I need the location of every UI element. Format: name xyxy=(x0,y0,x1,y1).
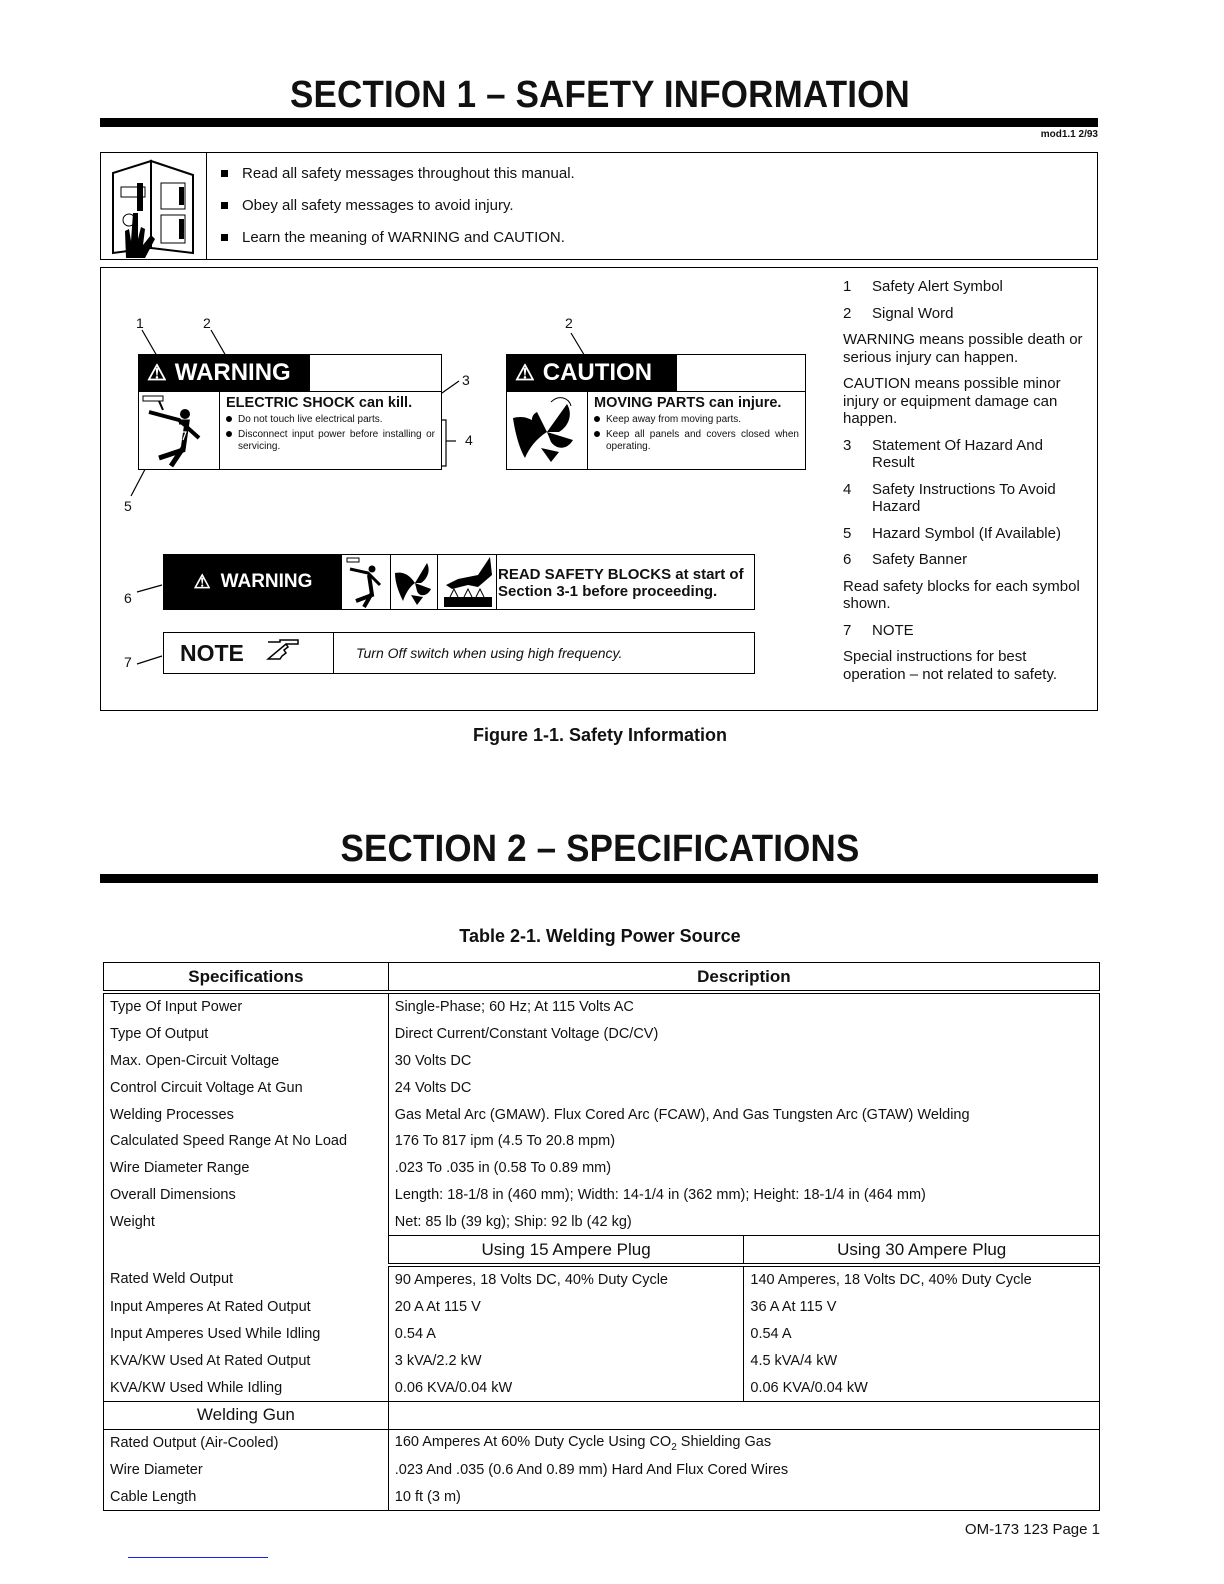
table-row xyxy=(104,1048,1100,1075)
gun-header-row xyxy=(104,1401,1100,1429)
table-cell: Welding Processes xyxy=(104,1101,389,1128)
table-cell: Rated Weld Output xyxy=(104,1265,389,1294)
safety-alert-icon: ⚠ xyxy=(193,571,211,593)
table-cell xyxy=(388,1401,1099,1429)
table-cell: Max. Open-Circuit Voltage xyxy=(104,1048,389,1075)
callout-5: 5 xyxy=(124,498,132,514)
warning-label xyxy=(138,354,442,470)
callout-1: 1 xyxy=(136,315,144,331)
intro-item: Learn the meaning of WARNING and CAUTION. xyxy=(221,229,575,261)
table-cell: Single-Phase; 60 Hz; At 115 Volts AC xyxy=(388,992,1099,1021)
column-header: Using 15 Ampere Plug xyxy=(388,1236,744,1265)
table-cell: Direct Current/Constant Voltage (DC/CV) xyxy=(388,1021,1099,1048)
figure-caption: Figure 1-1. Safety Information xyxy=(472,725,728,745)
legend-paragraph: Special instructions for best operation – not related to safety. xyxy=(843,648,1058,683)
table-cell: 0.06 KVA/0.04 kW xyxy=(388,1374,744,1401)
page-footer: OM-173 123 Page 1 xyxy=(964,1521,1100,1538)
legend-paragraph: WARNING means possible death or serious injury can happen. xyxy=(843,331,1083,366)
safety-alert-icon: ⚠ xyxy=(147,360,167,385)
table-row xyxy=(104,1182,1100,1209)
safety-instruction: Do not touch live electrical parts. xyxy=(226,414,435,426)
moving-parts-icon xyxy=(507,391,588,469)
table-cell: 0.54 A xyxy=(744,1321,1100,1348)
title-rule xyxy=(100,874,1098,883)
callout-2: 2 xyxy=(203,315,211,331)
table-cell: 140 Amperes, 18 Volts DC, 40% Duty Cycle xyxy=(744,1265,1100,1294)
module-reference: mod1.1 2/93 xyxy=(1040,129,1098,140)
table-cell: 10 ft (3 m) xyxy=(388,1483,1099,1510)
hot-parts-icon xyxy=(438,555,497,609)
note-label: NOTE xyxy=(180,639,244,666)
table-cell: KVA/KW Used At Rated Output xyxy=(104,1347,389,1374)
table-row xyxy=(104,1347,1100,1374)
table-cell: 20 A At 115 V xyxy=(388,1294,744,1321)
table-row xyxy=(104,1321,1100,1348)
signal-word-warning: ⚠ WARNING xyxy=(139,355,310,391)
table-caption: Table 2-1. Welding Power Source xyxy=(459,926,741,946)
banner-signal-word: ⚠ WARNING xyxy=(164,555,342,609)
safety-instruction: Disconnect input power before installing or servicing. xyxy=(226,429,435,453)
column-header: Specifications xyxy=(104,963,389,993)
table-cell: Type Of Input Power xyxy=(104,992,389,1021)
link-underline xyxy=(128,1557,268,1558)
table-cell: Input Amperes At Rated Output xyxy=(104,1294,389,1321)
column-header: Description xyxy=(388,963,1099,993)
table-cell: 36 A At 115 V xyxy=(744,1294,1100,1321)
plug-header-row xyxy=(104,1236,1100,1265)
caution-label xyxy=(506,354,806,470)
hazard-statement: ELECTRIC SHOCK can kill. xyxy=(226,395,413,411)
table-cell: 0.06 KVA/0.04 kW xyxy=(744,1374,1100,1401)
callout-2: 2 xyxy=(565,315,573,331)
legend-paragraph: Read safety blocks for each symbol shown. xyxy=(843,577,1080,612)
table-row xyxy=(104,992,1100,1021)
table-cell: Input Amperes Used While Idling xyxy=(104,1321,389,1348)
table-cell: 176 To 817 ipm (4.5 To 20.8 mpm) xyxy=(388,1128,1099,1155)
table-row xyxy=(104,1265,1100,1294)
table-cell: Wire Diameter Range xyxy=(104,1155,389,1182)
table-row xyxy=(104,1429,1100,1456)
safety-alert-icon: ⚠ xyxy=(515,360,535,385)
table-cell xyxy=(104,1236,389,1265)
safety-banner xyxy=(163,554,755,610)
safety-instruction: Keep away from moving parts. xyxy=(594,414,799,426)
note-text: Turn Off switch when using high frequency. xyxy=(356,645,623,661)
welding-gun-header: Welding Gun xyxy=(104,1401,389,1429)
table-row xyxy=(104,1155,1100,1182)
table-row xyxy=(104,1074,1100,1101)
table-cell: Gas Metal Arc (GMAW). Flux Cored Arc (FCAW), And Gas Tungsten Arc (GTAW) Welding xyxy=(388,1101,1099,1128)
table-cell: 4.5 kVA/4 kW xyxy=(744,1347,1100,1374)
electric-shock-icon xyxy=(139,391,220,469)
table-cell: .023 And .035 (0.6 And 0.89 mm) Hard And Flux Cored Wires xyxy=(388,1457,1099,1484)
table-cell: 3 kVA/2.2 kW xyxy=(388,1347,744,1374)
table-row xyxy=(104,1128,1100,1155)
safety-instruction: Keep all panels and covers closed when operating. xyxy=(594,429,799,453)
table-header-row xyxy=(104,963,1100,993)
callout-7: 7 xyxy=(124,654,132,670)
table-row xyxy=(104,1483,1100,1510)
table-row xyxy=(104,1208,1100,1235)
table-cell: Rated Output (Air-Cooled) xyxy=(104,1429,389,1456)
table-row xyxy=(104,1294,1100,1321)
table-cell: Wire Diameter xyxy=(104,1457,389,1484)
legend-paragraph: CAUTION means possible minor injury or equipment damage can happen. xyxy=(843,375,1061,427)
table-row xyxy=(104,1021,1100,1048)
specifications-table xyxy=(103,962,1100,1511)
legend-item: NOTE xyxy=(872,621,914,639)
table-row xyxy=(104,1374,1100,1401)
legend-item: Signal Word xyxy=(872,304,954,322)
section-2-title: SECTION 2 – SPECIFICATIONS xyxy=(340,828,860,870)
hazard-statement: MOVING PARTS can injure. xyxy=(594,395,782,411)
callout-3: 3 xyxy=(462,372,470,388)
table-cell: Calculated Speed Range At No Load xyxy=(104,1128,389,1155)
table-cell: Overall Dimensions xyxy=(104,1182,389,1209)
banner-text: READ SAFETY BLOCKS at start of Section 3-1 before proceeding. xyxy=(498,566,744,600)
legend-item: Hazard Symbol (If Available) xyxy=(872,524,1061,542)
table-cell: 90 Amperes, 18 Volts DC, 40% Duty Cycle xyxy=(388,1265,744,1294)
table-cell: .023 To .035 in (0.58 To 0.89 mm) xyxy=(388,1155,1099,1182)
table-cell: Length: 18-1/8 in (460 mm); Width: 14-1/4 in (362 mm); Height: 18-1/4 in (464 mm) xyxy=(388,1182,1099,1209)
legend-item: Statement Of Hazard And Result xyxy=(872,436,1043,471)
intro-item: Obey all safety messages to avoid injury. xyxy=(221,197,575,229)
table-cell: 0.54 A xyxy=(388,1321,744,1348)
signal-word-caution: ⚠ CAUTION xyxy=(507,355,677,391)
legend-item: Safety Instructions To Avoid Hazard xyxy=(872,480,1056,515)
table-cell: KVA/KW Used While Idling xyxy=(104,1374,389,1401)
figure-legend: 1 Safety Alert Symbol 2 Signal Word WARNING means possible death or serious injury can happen. CAUTION means possible minor injury or equipment damage can happen. 3 Statement Of Hazard And Result 4 Safety Instructions To Avoid Hazard 5 Hazard Symbol (If Available) 6 Safety Banner Read safety blocks for each symbol shown. 7 NOTE Special instructions for best operation – not related to safety. xyxy=(843,278,1083,683)
electric-shock-icon xyxy=(344,555,391,609)
table-cell: Weight xyxy=(104,1208,389,1235)
table-cell: Net: 85 lb (39 kg); Ship: 92 lb (42 kg) xyxy=(388,1208,1099,1235)
legend-item: Safety Banner xyxy=(872,551,968,568)
table-cell: 30 Volts DC xyxy=(388,1048,1099,1075)
table-cell: 24 Volts DC xyxy=(388,1074,1099,1101)
note-block xyxy=(163,632,755,674)
callout-6: 6 xyxy=(124,590,132,606)
table-cell: Control Circuit Voltage At Gun xyxy=(104,1074,389,1101)
column-header: Using 30 Ampere Plug xyxy=(744,1236,1100,1265)
section-1-title: SECTION 1 – SAFETY INFORMATION xyxy=(290,74,910,116)
table-cell: Type Of Output xyxy=(104,1021,389,1048)
table-cell: 160 Amperes At 60% Duty Cycle Using $CO_2$ Shielding Gas xyxy=(388,1429,1099,1456)
intro-item: Read all safety messages throughout this manual. xyxy=(221,165,575,197)
table-row xyxy=(104,1457,1100,1484)
callout-4: 4 xyxy=(465,432,473,448)
table-row xyxy=(104,1101,1100,1128)
legend-item: Safety Alert Symbol xyxy=(872,278,1003,295)
pointing-hand-icon xyxy=(266,639,300,667)
moving-parts-icon xyxy=(391,555,438,609)
table-cell: Cable Length xyxy=(104,1483,389,1510)
